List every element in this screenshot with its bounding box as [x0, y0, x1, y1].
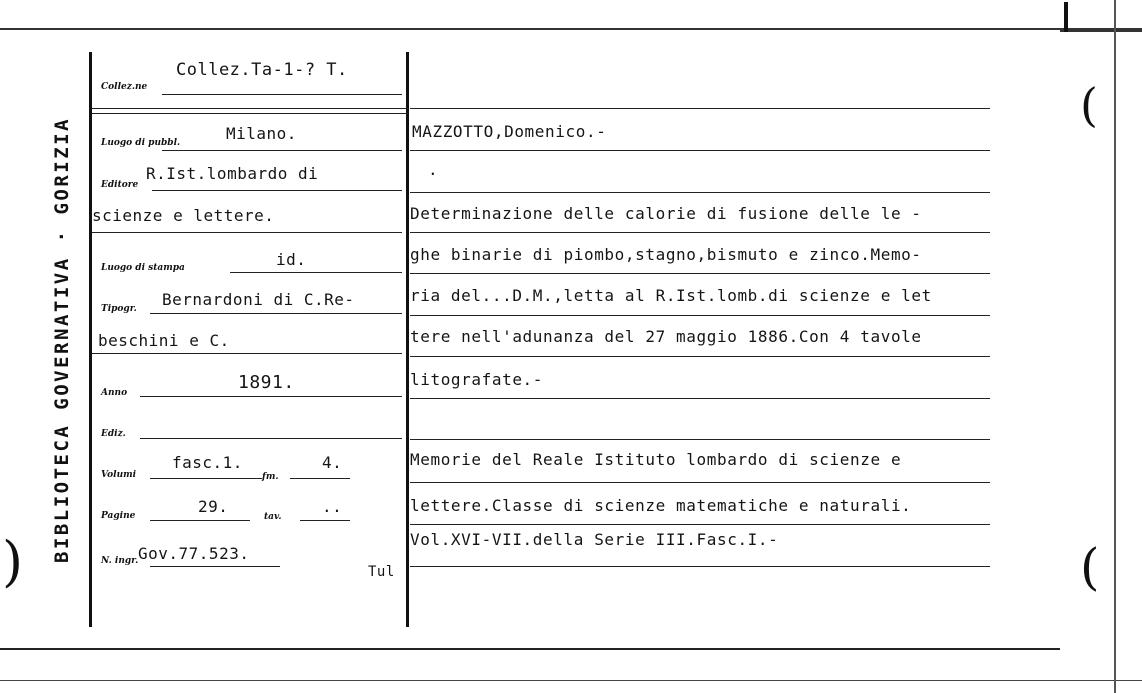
value-pagine: 29.: [198, 497, 229, 516]
value-fm: 4.: [322, 453, 343, 472]
top-edge-line-right: [1060, 30, 1142, 32]
rule: [300, 520, 350, 521]
rule: [410, 398, 990, 399]
bottom-edge-line: [0, 648, 1060, 650]
rule: [410, 232, 990, 233]
label-volumi: Volumi: [101, 470, 137, 480]
rule: [92, 232, 402, 233]
rule: [410, 192, 990, 193]
label-ediz: Ediz.: [101, 429, 126, 439]
label-fm: fm.: [262, 472, 279, 482]
rule: [150, 313, 402, 314]
entry-line-5: ria del...D.M.,letta al R.Ist.lomb.di scienze e let: [410, 286, 932, 305]
value-tav: ..: [322, 497, 343, 516]
center-card-rule: [406, 52, 409, 627]
right-edge-line: [1114, 0, 1116, 693]
label-tipogr: Tipogr.: [101, 304, 137, 314]
label-editore: Editore: [101, 180, 139, 190]
rule: [410, 524, 990, 525]
entry-line-3: Determinazione delle calorie di fusione delle le -: [410, 204, 922, 223]
bottom-edge-line-2: [0, 680, 1142, 681]
rule: [162, 150, 402, 151]
entry-line-1: MAZZOTTO,Domenico.-: [412, 122, 607, 141]
value-tipogr-cont: beschini e C.: [98, 331, 230, 350]
value-luogo-pubbl: Milano.: [226, 124, 297, 143]
label-n-ingr: N. ingr.: [101, 556, 139, 566]
rule: [410, 150, 990, 151]
rule: [410, 273, 990, 274]
rule: [92, 108, 408, 109]
rule: [410, 108, 990, 109]
label-luogo-stampa: Luogo di stampa: [101, 263, 185, 273]
hole-mark-left: ): [2, 530, 24, 593]
value-volumi: fasc.1.: [172, 453, 243, 472]
rule: [410, 356, 990, 357]
rule: [410, 439, 990, 440]
entry-line-6: tere nell'adunanza del 27 maggio 1886.Con 4 tavole: [410, 327, 922, 346]
rule: [230, 272, 402, 273]
rule: [410, 482, 990, 483]
entry-line-7: litografate.-: [410, 370, 544, 389]
label-anno: Anno: [101, 388, 128, 398]
value-editore-cont: scienze e lettere.: [92, 206, 275, 225]
label-luogo-pubbl: Luogo di pubbl.: [101, 138, 181, 148]
value-anno: 1891.: [238, 372, 295, 393]
rule: [150, 520, 250, 521]
label-tav: tav.: [264, 512, 282, 522]
value-luogo-stampa: id.: [276, 250, 307, 269]
value-n-ingr-extra: Tul: [368, 564, 395, 580]
entry-line-11: Vol.XVI-VII.della Serie III.Fasc.I.-: [410, 530, 779, 549]
entry-line-2: .: [428, 160, 439, 179]
entry-line-4: ghe binarie di piombo,stagno,bismuto e zinco.Memo-: [410, 245, 922, 264]
entry-line-9: Memorie del Reale Istituto lombardo di scienze e: [410, 450, 902, 469]
rule: [150, 566, 280, 567]
rule: [140, 438, 402, 439]
hole-mark-top-right: (: [1080, 78, 1098, 132]
rule: [410, 315, 990, 316]
rule: [162, 94, 402, 95]
top-edge-line: [0, 28, 1142, 30]
left-card-rule: [89, 52, 92, 627]
label-pagine: Pagine: [101, 511, 136, 521]
rule: [140, 396, 402, 397]
rule: [150, 478, 262, 479]
rule: [92, 353, 402, 354]
value-n-ingr: Gov.77.523.: [138, 544, 250, 563]
rule: [152, 190, 402, 191]
rule: [92, 113, 408, 114]
top-right-tick: [1064, 2, 1068, 32]
rule: [410, 566, 990, 567]
hole-mark-mid-right: (: [1080, 538, 1100, 596]
value-collezione: Collez.Ta-1-? T.: [176, 60, 348, 80]
value-editore: R.Ist.lombardo di: [146, 164, 319, 183]
entry-line-10: lettere.Classe di scienze matematiche e naturali.: [410, 496, 912, 515]
value-tipogr: Bernardoni di C.Re-: [162, 290, 355, 309]
rule: [290, 478, 350, 479]
label-collezione: Collez.ne: [101, 82, 148, 92]
